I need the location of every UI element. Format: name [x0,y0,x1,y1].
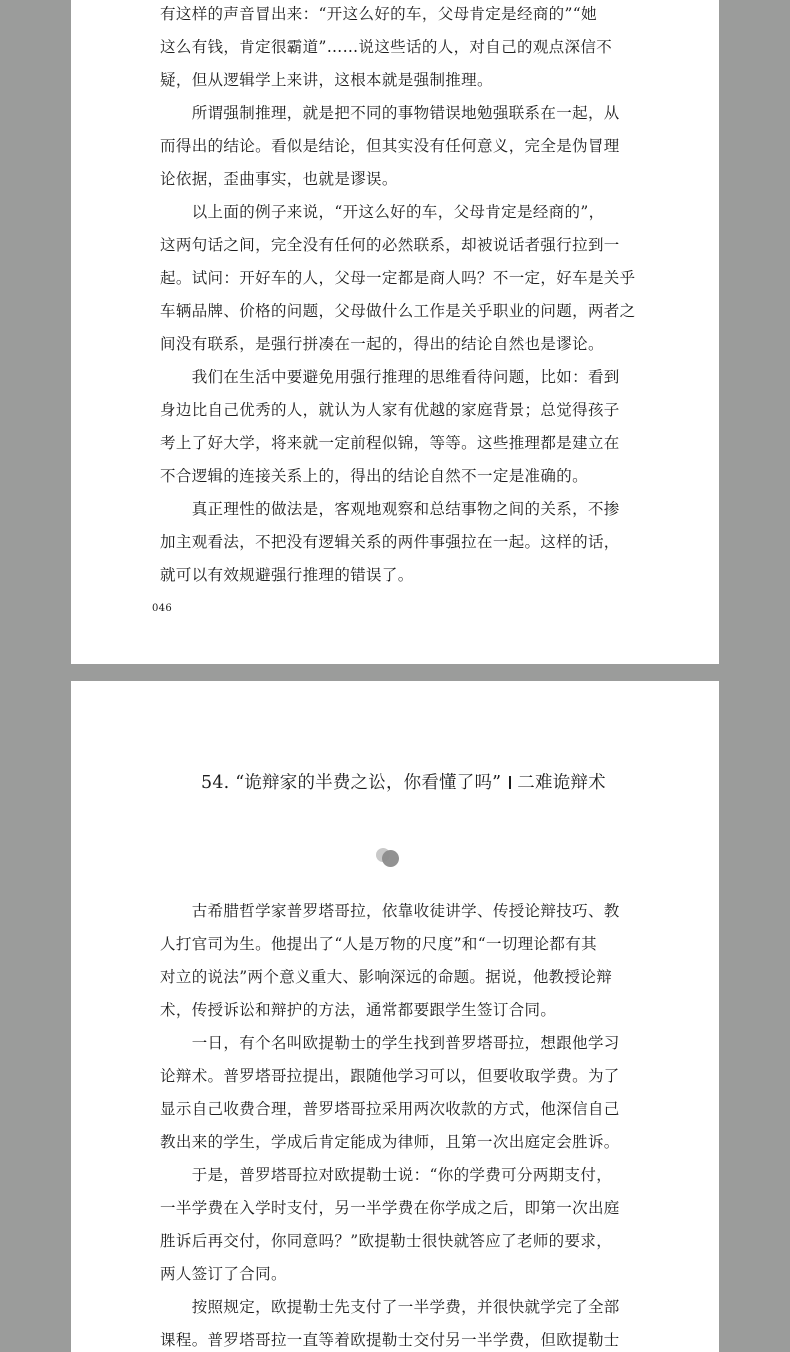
ornament-dark-circle [382,850,399,867]
text-line: 所谓强制推理，就是把不同的事物错误地勉强联系在一起，从 [160,104,620,122]
text-line: 人打官司为生。他提出了“人是万物的尺度”和“一切理论都有其 [160,935,597,953]
text-line: 我们在生活中要避免用强行推理的思维看待问题，比如：看到 [160,368,620,386]
chapter-subtitle: 二难诡辩术 [517,773,606,793]
text-line: 加主观看法，不把没有逻辑关系的两件事强拉在一起。这样的话， [160,533,620,551]
text-line: 真正理性的做法是，客观地观察和总结事物之间的关系，不掺 [160,500,620,518]
text-line: 论依据，歪曲事实，也就是谬误。 [160,170,398,188]
text-line: 一半学费在入学时支付，另一半学费在你学成之后，即第一次出庭 [160,1199,620,1217]
text-line: 这两句话之间，完全没有任何的必然联系，却被说话者强行拉到一 [160,236,620,254]
text-line: 胜诉后再交付，你同意吗？”欧提勒士很快就答应了老师的要求， [160,1232,613,1250]
text-line: 间没有联系，是强行拼凑在一起的，得出的结论自然也是谬论。 [160,335,604,353]
text-line: 两人签订了合同。 [160,1265,287,1283]
text-line: 车辆品牌、价格的问题，父母做什么工作是关乎职业的问题，两者之 [160,302,636,320]
chapter-title: 54. “诡辩家的半费之讼，你看懂了吗” [201,773,502,793]
text-line: 教出来的学生，学成后肯定能成为律师，且第一次出庭定会胜诉。 [160,1133,620,1151]
text-line: 起。试问：开好车的人，父母一定都是商人吗？不一定，好车是关乎 [160,269,636,287]
text-line: 考上了好大学，将来就一定前程似锦，等等。这些推理都是建立在 [160,434,620,452]
text-line: 按照规定，欧提勒士先支付了一半学费，并很快就学完了全部 [160,1298,620,1316]
text-line: 以上面的例子来说，“开这么好的车，父母肯定是经商的”， [160,203,605,221]
text-line: 身边比自己优秀的人，就认为人家有优越的家庭背景；总觉得孩子 [160,401,620,419]
chapter-ornament-icon [376,847,406,869]
text-line: 而得出的结论。看似是结论，但其实没有任何意义，完全是伪冒理 [160,137,620,155]
text-line: 课程。普罗塔哥拉一直等着欧提勒士交付另一半学费，但欧提勒士 [160,1331,620,1349]
text-line: 一日，有个名叫欧提勒士的学生找到普罗塔哥拉，想跟他学习 [160,1034,620,1052]
text-line: 就可以有效规避强行推理的错误了。 [160,566,414,584]
text-line: 于是，普罗塔哥拉对欧提勒士说：“你的学费可分两期支付， [160,1166,613,1184]
chapter-heading [201,769,606,794]
text-line: 显示自己收费合理，普罗塔哥拉采用两次收款的方式，他深信自己 [160,1100,620,1118]
text-line: 疑，但从逻辑学上来讲，这根本就是强制推理。 [160,71,493,89]
text-line: 古希腊哲学家普罗塔哥拉，依靠收徒讲学、传授论辩技巧、教 [160,902,620,920]
text-line: 不合逻辑的连接关系上的，得出的结论自然不一定是准确的。 [160,467,588,485]
text-line: 术，传授诉讼和辩护的方法，通常都要跟学生签订合同。 [160,1001,557,1019]
book-page-left-top [71,0,719,664]
text-line: 论辩术。普罗塔哥拉提出，跟随他学习可以，但要收取学费。为了 [160,1067,620,1085]
page-number: 046 [152,603,172,614]
book-page-bottom [71,681,719,1352]
text-line: 有这样的声音冒出来：“开这么好的车，父母肯定是经商的”“她 [160,5,597,23]
text-line: 这么有钱，肯定很霸道”……说这些话的人，对自己的观点深信不 [160,38,613,56]
heading-separator [509,776,511,789]
text-line: 对立的说法”两个意义重大、影响深远的命题。据说，他教授论辩 [160,968,613,986]
